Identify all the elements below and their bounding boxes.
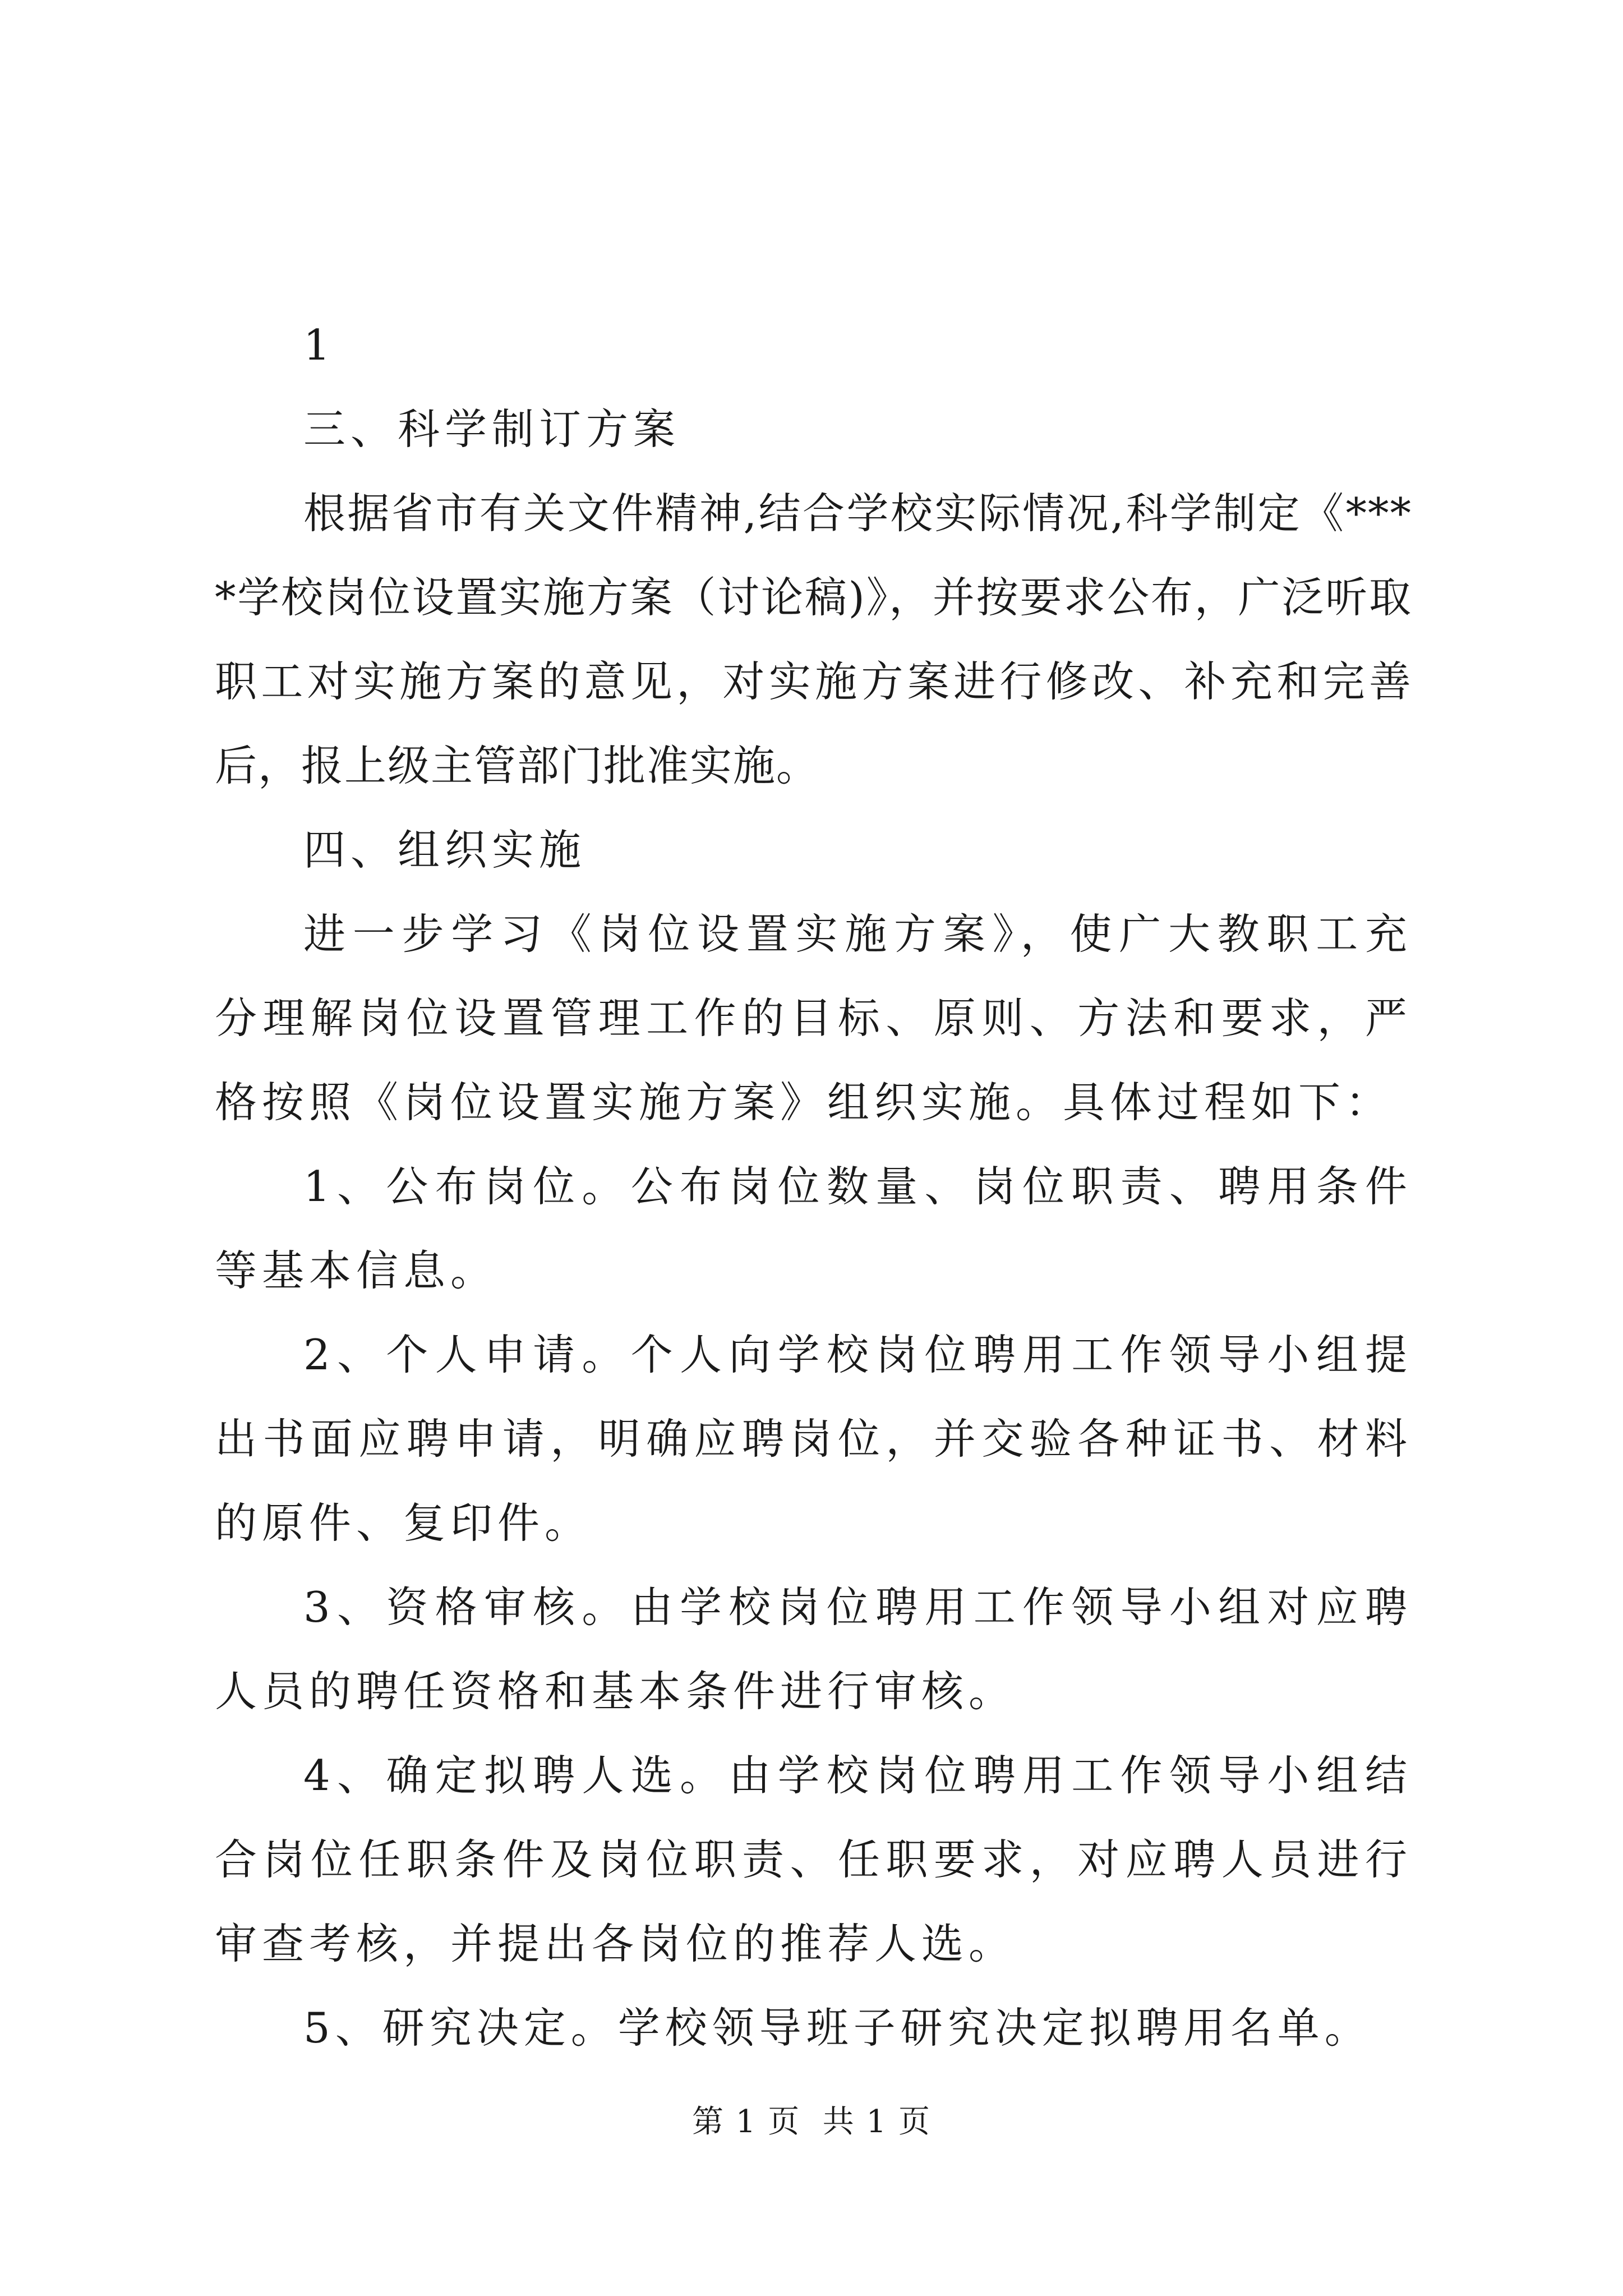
section-heading-3: 三、科学制订方案	[303, 404, 681, 454]
page-number-line: 1	[303, 320, 335, 370]
paragraph-implementation: 进一步学习《岗位设置实施方案》，使广大教职工充分理解岗位设置管理工作的目标、原则、方法和要求，严格按照《岗位设置实施方案》组织实施。具体过程如下：	[215, 909, 1412, 1127]
document-body	[215, 303, 1412, 2070]
step-1: 1、公布岗位。公布岗位数量、岗位职责、聘用条件等基本信息。	[215, 1162, 1412, 1295]
page-footer	[0, 2102, 1623, 2142]
step-4: 4、确定拟聘人选。由学校岗位聘用工作领导小组结合岗位任职条件及岗位职责、任职要求，对应聘人员进行审查考核，并提出各岗位的推荐人选。	[215, 1751, 1412, 1968]
step-3: 3、资格审核。由学校岗位聘用工作领导小组对应聘人员的聘任资格和基本条件进行审核。	[215, 1582, 1412, 1716]
page-indicator: 第 1 页 共 1 页	[691, 2104, 932, 2140]
section-heading-4: 四、组织实施	[303, 825, 587, 875]
paragraph-plan: 根据省市有关文件精神,结合学校实际情况,科学制定《****学校岗位设置实施方案（讨论稿)》，并按要求公布，广泛听取职工对实施方案的意见，对实施方案进行修改、补充和完善后，报上级主管部门批准实施。	[215, 489, 1412, 790]
step-2: 2、个人申请。个人向学校岗位聘用工作领导小组提出书面应聘申请，明确应聘岗位，并交验各种证书、材料的原件、复印件。	[215, 1330, 1412, 1548]
step-5: 5、研究决定。学校领导班子研究决定拟聘用名单。	[303, 2003, 1372, 2053]
